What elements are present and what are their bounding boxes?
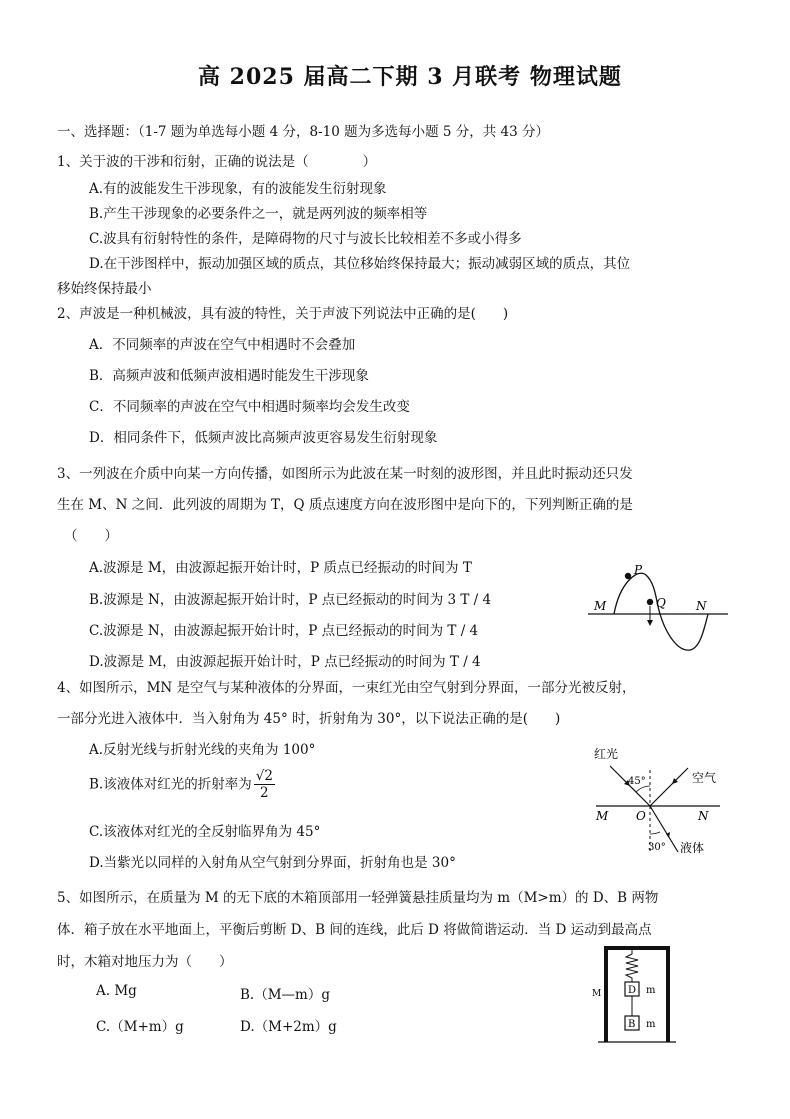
q1-option-d[interactable]: D.在干涉图样中，振动加强区域的质点，其位移始终保持最大；振动减弱区域的质点，其位 (89, 256, 631, 272)
q5-box-figure (590, 944, 680, 1048)
q3-stem-line2: 生在 M、N 之间．此列波的周期为 T，Q 质点速度方向在波形图中是向下的，下列判断正确的是 (57, 497, 633, 513)
q3-label-m: M (594, 599, 607, 613)
q1-stem: 1、关于波的干涉和衍射，正确的说法是（ ） (57, 154, 377, 170)
q1-option-d-cont: 移始终保持最小 (57, 281, 152, 297)
q3-point-q (647, 599, 653, 605)
q4-angle-arc-30 (650, 832, 660, 834)
q3-point-p (625, 573, 631, 579)
q4-label-o: O (636, 809, 646, 823)
q5-label-mass-m: M (592, 989, 602, 999)
q1-option-c[interactable]: C.波具有衍射特性的条件，是障碍物的尺寸与波长比较相差不多或小得多 (89, 231, 522, 247)
q3-stem-line1: 3、一列波在介质中向某一方向传播，如图所示为此波在某一时刻的波形图，并且此时振动还只发 (57, 466, 633, 482)
q4-option-b-fraction (254, 768, 275, 801)
q5-label-d: D (628, 985, 637, 996)
q4-option-b-numerator: √2 (255, 768, 273, 784)
q3-label-n: N (696, 599, 707, 613)
q2-option-b[interactable]: B．高频声波和低频声波相遇时能发生干涉现象 (89, 368, 369, 384)
q2-option-a[interactable]: A．不同频率的声波在空气中相遇时不会叠加 (89, 337, 356, 353)
q4-option-d[interactable]: D.当紫光以同样的入射角从空气射到分界面，折射角也是 30° (89, 855, 456, 871)
q5-stem-line3: 时，木箱对地压力为（ ） (57, 954, 233, 970)
q5-label-b: B (628, 1019, 636, 1030)
q5-option-d[interactable]: D.（M+2m）g (240, 1019, 337, 1035)
q3-arrow-head-icon (647, 620, 653, 626)
q3-option-a[interactable]: A.波源是 M，由波源起振开始计时，P 质点已经振动的时间为 T (89, 560, 472, 576)
q5-box-top (604, 946, 670, 950)
section-header: 一、选择题：（1-7 题为单选每小题 4 分，8-10 题为多选每小题 5 分，共 43 分） (57, 124, 550, 140)
q4-label-30: 30° (648, 842, 666, 853)
q3-option-b[interactable]: B.波源是 N，由波源起振开始计时，P 点已经振动的时间为 3 T / 4 (89, 592, 492, 608)
q2-stem: 2、声波是一种机械波，具有波的特性，关于声波下列说法中正确的是( ) (57, 306, 509, 322)
q4-option-b-denominator: 2 (260, 785, 269, 801)
q4-label-m: M (596, 809, 609, 823)
q4-label-n: N (698, 809, 709, 823)
q4-reflected-ray (650, 768, 688, 806)
q5-label-m2: m (646, 1019, 656, 1030)
q4-label-air: 空气 (692, 771, 717, 785)
page-title: 高 2025 届高二下期 3 月联考 物理试题 (198, 64, 622, 90)
q2-option-c[interactable]: C．不同频率的声波在空气中相遇时频率均会发生改变 (89, 399, 410, 415)
q5-box-right-wall (666, 946, 670, 1042)
q3-wave-curve (614, 573, 708, 650)
q4-stem-line2: 一部分光进入液体中．当入射角为 45° 时，折射角为 30°，以下说法正确的是( ) (57, 711, 561, 727)
q4-refraction-figure (588, 742, 728, 860)
q4-label-45: 45° (628, 776, 646, 787)
q4-label-red-light: 红光 (594, 747, 619, 761)
q5-option-a[interactable]: A. Mg (96, 983, 137, 999)
q1-option-a[interactable]: A.有的波能发生干涉现象，有的波能发生衍射现象 (89, 181, 387, 197)
q5-stem-line1: 5、如图所示，在质量为 M 的无下底的木箱顶部用一轻弹簧悬挂质量均为 m（M>m）的 D、B 两物 (57, 890, 659, 906)
q3-label-p: P (634, 563, 643, 577)
q4-option-c[interactable]: C.该液体对红光的全反射临界角为 45° (89, 824, 321, 840)
q5-option-b[interactable]: B.（M—m）g (240, 987, 330, 1003)
q4-option-b-text: B.该液体对红光的折射率为 (89, 776, 252, 793)
q3-stem-line3: （ ） (64, 528, 118, 544)
q4-stem-line1: 4、如图所示，MN 是空气与某种液体的分界面，一束红光由空气射到分界面，一部分光被反射， (57, 680, 636, 696)
q3-label-q: Q (656, 596, 666, 610)
q2-option-d[interactable]: D．相同条件下，低频声波比高频声波更容易发生衍射现象 (89, 430, 438, 446)
q4-option-b[interactable] (89, 768, 275, 801)
q5-stem-line2: 体．箱子放在水平地面上，平衡后剪断 D、B 间的连线，此后 D 将做简谐运动．当 D 运动到最高点 (57, 922, 652, 938)
q4-option-a[interactable]: A.反射光线与折射光线的夹角为 100° (89, 742, 316, 758)
q5-box-left-wall (604, 946, 608, 1042)
q5-option-c[interactable]: C.（M+m）g (96, 1019, 184, 1035)
q3-option-c[interactable]: C.波源是 N，由波源起振开始计时，P 点已经振动的时间为 T / 4 (89, 623, 479, 639)
q3-wave-figure (588, 562, 738, 662)
q3-option-d[interactable]: D.波源是 M，由波源起振开始计时，P 点已经振动的时间为 T / 4 (89, 654, 481, 670)
q5-label-m1: m (646, 985, 656, 996)
q5-spring-icon (626, 950, 638, 982)
q4-label-liquid: 液体 (680, 841, 705, 855)
q1-option-b[interactable]: B.产生干涉现象的必要条件之一，就是两列波的频率相等 (89, 206, 428, 222)
